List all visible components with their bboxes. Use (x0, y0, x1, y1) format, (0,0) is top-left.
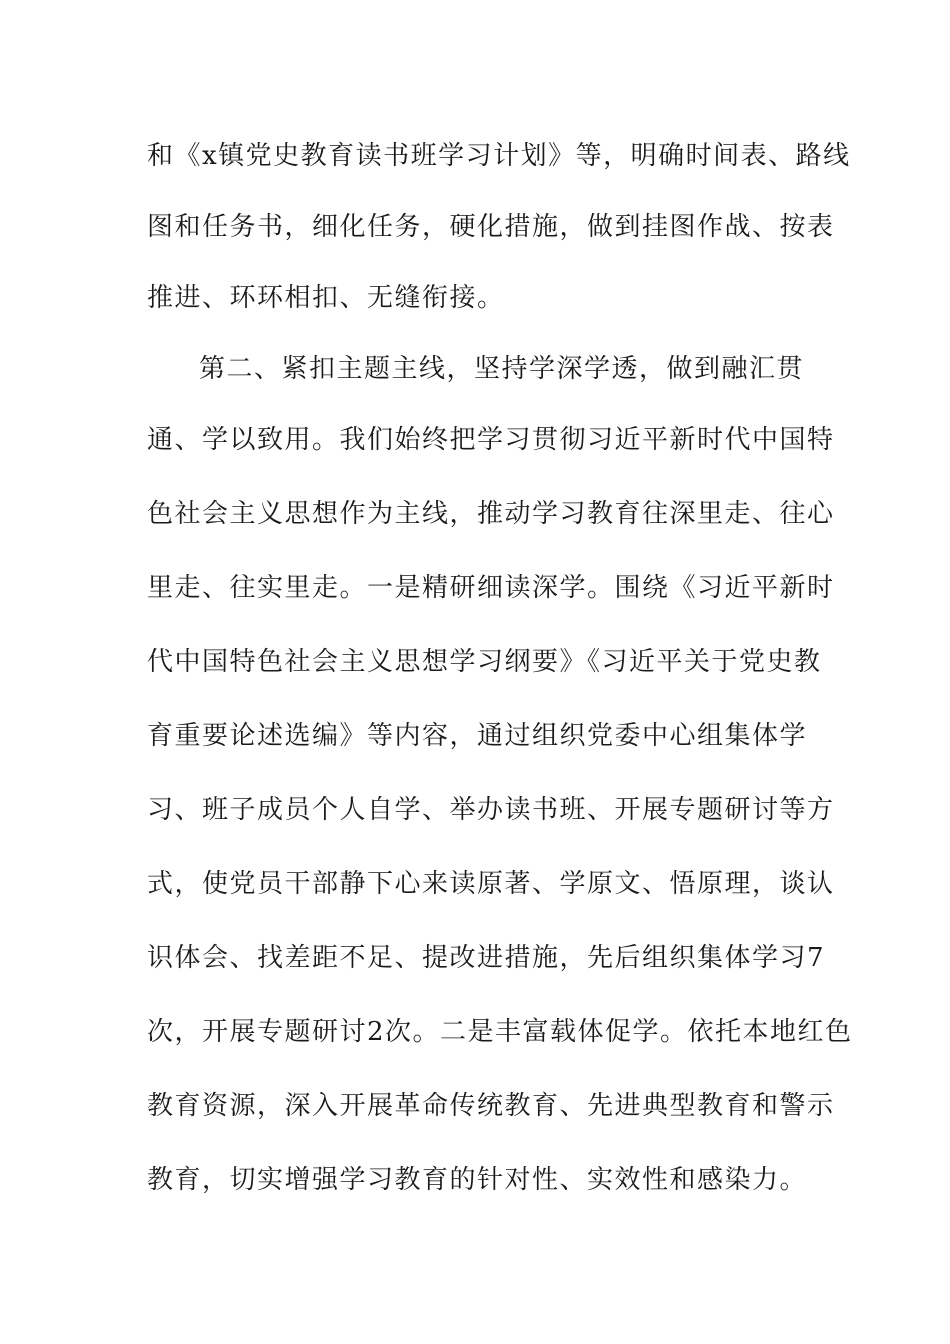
text-line: 育重要论述选编》等内容，通过组织党委中心组集体学 (147, 721, 808, 751)
text-line: 推进、环环相扣、无缝衔接。 (147, 283, 505, 313)
text-line: 次，开展专题研讨2次。二是丰富载体促学。依托本地红色 (147, 1017, 853, 1047)
text-line: 和《x镇党史教育读书班学习计划》等，明确时间表、路线 (147, 141, 851, 171)
paragraph-first-line: 第二、紧扣主题主线，坚持学深学透，做到融汇贯 (199, 354, 805, 384)
text-line: 通、学以致用。我们始终把学习贯彻习近平新时代中国特 (147, 425, 835, 455)
text-line: 色社会主义思想作为主线，推动学习教育往深里走、往心 (147, 499, 835, 529)
text-line: 教育资源，深入开展革命传统教育、先进典型教育和警示 (147, 1091, 835, 1121)
text-line: 里走、往实里走。一是精研细读深学。围绕《习近平新时 (147, 573, 835, 603)
text-line: 式，使党员干部静下心来读原著、学原文、悟原理，谈认 (147, 869, 835, 899)
text-line: 教育，切实增强学习教育的针对性、实效性和感染力。 (147, 1165, 808, 1195)
text-line: 图和任务书，细化任务，硬化措施，做到挂图作战、按表 (147, 212, 835, 242)
text-line: 识体会、找差距不足、提改进措施，先后组织集体学习7 (147, 943, 826, 973)
text-line: 代中国特色社会主义思想学习纲要》《习近平关于党史教 (147, 647, 822, 677)
text-line: 习、班子成员个人自学、举办读书班、开展专题研讨等方 (147, 795, 835, 825)
